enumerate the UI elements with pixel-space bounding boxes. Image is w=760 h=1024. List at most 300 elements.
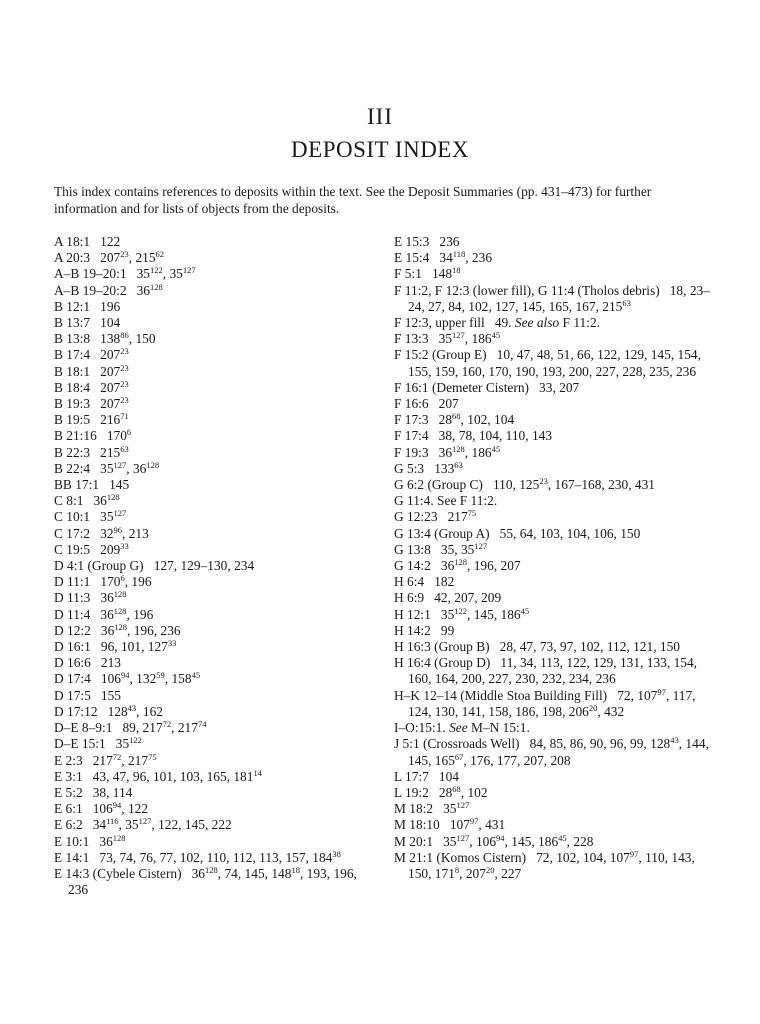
see-also-phrase: See also	[514, 315, 560, 331]
page-number: 232	[541, 671, 563, 687]
page-number: 155	[100, 687, 121, 703]
footnote-number: 45	[491, 330, 501, 341]
page-number: 167–168	[554, 477, 602, 493]
page-reference	[461, 542, 487, 557]
page-reference	[560, 639, 573, 654]
page-number: 28	[499, 639, 514, 655]
footnote-number: 97	[657, 686, 666, 697]
page-reference	[542, 364, 562, 379]
page-reference	[462, 671, 482, 686]
page-number: 235	[649, 363, 670, 379]
page-reference	[685, 736, 705, 751]
page-reference	[140, 850, 153, 865]
page-reference	[538, 834, 567, 849]
page-number: 99	[440, 622, 455, 638]
deposit-label: F 13:3	[394, 331, 429, 347]
index-entry	[54, 445, 374, 461]
page-reference	[435, 866, 459, 881]
page-number: 35	[443, 801, 457, 817]
page-reference	[580, 639, 600, 654]
page-number: 121	[633, 639, 654, 655]
page-number: 170	[106, 428, 127, 444]
page-number: 186	[471, 331, 492, 347]
page-number: 32	[100, 525, 114, 541]
page-number: 47	[519, 639, 534, 655]
footnote-number: 63	[454, 459, 463, 470]
footnote-number: 128	[113, 589, 127, 600]
deposit-label: G 14:2	[394, 558, 431, 574]
page-reference	[108, 704, 137, 719]
page-number: 196	[473, 558, 494, 574]
footnote-number: 33	[120, 540, 129, 551]
page-reference	[128, 801, 148, 816]
page-number: 35	[438, 331, 453, 347]
index-entry: L 19:2 $28^{68}$, 102	[394, 783, 488, 800]
page-reference	[556, 850, 576, 865]
page-number: 104	[582, 849, 604, 865]
index-entry: E 6:1 $106^{94}$, 122	[54, 800, 149, 817]
footnote-number: 97	[469, 816, 479, 827]
page-number: 49	[494, 315, 509, 331]
page-reference	[131, 574, 151, 589]
footnote-number: 68	[452, 783, 461, 794]
page-reference	[101, 688, 121, 703]
index-entry	[394, 266, 710, 282]
deposit-label: M 20:1	[394, 833, 434, 849]
page-reference	[495, 315, 508, 330]
deposit-label: F 5:1	[394, 266, 422, 282]
index-entry: H 16:3 (Group B) 28, 47, 73, 97, 102, 112, 121, 150	[394, 639, 680, 655]
index-entry: D 11:1 $170^6$, 196	[54, 573, 152, 590]
page-number: 165	[206, 768, 227, 784]
page-number: 128	[107, 703, 128, 719]
page-number: 165	[548, 298, 569, 314]
page-number: 143	[531, 428, 553, 444]
page-number: 78	[458, 428, 473, 444]
footnote-number: 94	[120, 670, 130, 681]
page-reference	[495, 299, 515, 314]
page-number: 157	[285, 849, 306, 865]
page-reference	[171, 671, 200, 686]
page-reference	[550, 736, 563, 751]
page-reference	[532, 428, 552, 443]
page-reference	[515, 704, 535, 719]
see-phrase: See	[449, 720, 468, 736]
page-reference	[93, 785, 106, 800]
index-entry	[394, 623, 710, 639]
deposit-label: D–E 8–9:1	[54, 720, 113, 736]
index-entry	[394, 720, 710, 736]
page-number: 102	[556, 849, 577, 865]
index-entry	[54, 315, 374, 331]
page-reference	[454, 590, 474, 605]
page-reference	[93, 753, 122, 768]
page-reference	[154, 558, 174, 573]
page-number: 198	[541, 703, 563, 719]
page-reference	[312, 850, 341, 865]
footnote-number: 18	[291, 864, 300, 875]
page-number: 122	[566, 655, 587, 671]
page-reference	[539, 380, 552, 395]
page-number: 76	[139, 849, 153, 865]
page-number: 124	[408, 703, 429, 719]
index-entry: E 14:1 73, 74, 76, 77, 102, 110, 112, 113, 157, $184^{38}$	[54, 848, 341, 865]
page-reference	[233, 769, 262, 784]
index-entry: E 6:2 $34^{116}$, $35^{127}$, 122, 145, 222	[54, 816, 232, 833]
deposit-label: B 13:8	[54, 331, 91, 347]
index-entry	[394, 769, 710, 785]
page-reference	[428, 299, 441, 314]
page-number: 122	[100, 234, 121, 249]
page-number: 236	[439, 234, 460, 249]
index-entry: M 21:1 (Komos Cistern) 72, 102, 104, $107^{97}$, 110, 143, 150, $171^8$, $207^{20}$, 227	[394, 848, 695, 881]
page-reference	[441, 623, 454, 638]
footnote-number: 75	[148, 751, 157, 762]
deposit-label: D 12:2	[54, 622, 91, 638]
index-entry: E 15:4 $34^{118}$, 236	[394, 249, 493, 266]
page-reference	[637, 688, 666, 703]
deposit-label: D 17:5	[54, 687, 91, 703]
page-reference	[148, 639, 177, 654]
page-number: 64	[519, 525, 534, 541]
page-reference	[550, 753, 570, 768]
page-reference	[408, 753, 428, 768]
index-entry	[54, 688, 374, 704]
index-entry: D 17:12 $128^{43}$, 162	[54, 702, 163, 719]
page-reference	[113, 785, 133, 800]
page-number: 207	[438, 396, 459, 412]
page-number: 36	[100, 590, 114, 606]
page-number: 234	[568, 671, 589, 687]
page-reference	[101, 639, 114, 654]
page-number: 133	[434, 460, 455, 476]
page-number: 207	[100, 250, 121, 266]
page-reference	[522, 299, 542, 314]
page-number: 18	[669, 282, 684, 298]
index-entry: F 17:3 $28^{68}$, 102, 104	[394, 411, 515, 428]
footnote-number: 45	[191, 670, 201, 681]
deposit-label: G 11:4.	[394, 493, 434, 509]
page-number: 431	[485, 817, 506, 833]
index-entry	[54, 299, 374, 315]
page-reference	[207, 850, 227, 865]
page-reference	[610, 850, 639, 865]
page-reference	[101, 671, 130, 686]
deposit-label: E 15:3	[394, 234, 430, 249]
page-reference	[462, 704, 482, 719]
footnote-number: 72	[112, 751, 122, 762]
index-entry: A–B 19–20:1 $35^{122}$, $35^{127}$	[54, 265, 196, 282]
page-reference	[439, 331, 465, 346]
index-entry	[54, 834, 374, 850]
page-reference	[520, 655, 533, 670]
page-reference	[100, 542, 129, 557]
deposit-label: B 13:7	[54, 315, 91, 331]
footnote-number: 68	[452, 411, 461, 422]
page-number: 84	[529, 736, 543, 752]
deposit-label: D–E 15:1	[54, 736, 106, 752]
page-number: 230	[608, 477, 629, 493]
deposit-label: D 11:4	[54, 606, 91, 622]
page-number: 36	[191, 865, 205, 881]
page-number: 72	[536, 849, 550, 865]
page-reference	[435, 364, 455, 379]
footnote-number: 118	[452, 249, 466, 260]
page-reference	[673, 688, 693, 703]
page-number: 213	[100, 655, 121, 671]
index-entry: M 20:1 $35^{127}$, $106^{94}$, 145, $186^{45}$, 228	[394, 832, 594, 849]
page-reference	[557, 347, 570, 362]
page-reference	[488, 364, 508, 379]
page-number: 36	[99, 833, 113, 849]
page-number: 206	[568, 703, 589, 719]
cross-reference: See F 11:2.	[437, 493, 498, 509]
footnote-number: 75	[467, 508, 477, 519]
page-reference	[593, 526, 613, 541]
footnote-number: 128	[149, 281, 163, 292]
page-reference	[128, 753, 157, 768]
page-reference	[93, 817, 119, 832]
page-number: 106	[100, 671, 121, 687]
page-reference	[178, 720, 207, 735]
page-reference	[448, 509, 477, 524]
page-reference	[100, 380, 129, 395]
page-reference	[109, 477, 129, 492]
page-reference	[570, 736, 583, 751]
page-number: 145	[473, 606, 494, 622]
deposit-label: B 12:1	[54, 298, 91, 314]
page-reference	[101, 655, 121, 670]
page-number: 207	[100, 379, 121, 395]
page-reference	[633, 639, 653, 654]
footnote-number: 127	[456, 800, 470, 811]
deposit-label: B 17:4	[54, 347, 91, 363]
footnote-number: 122	[129, 735, 142, 746]
page-number: 107	[609, 849, 630, 865]
page-number: 145	[650, 347, 671, 363]
page-reference	[439, 445, 465, 460]
page-number: 170	[488, 363, 509, 379]
page-number: 28	[438, 412, 453, 428]
page-reference	[530, 736, 543, 751]
page-reference	[285, 850, 305, 865]
page-number: 186	[471, 444, 492, 460]
page-reference	[678, 347, 698, 362]
page-number: 217	[127, 752, 149, 768]
page-number: 122	[597, 347, 618, 363]
page-reference	[472, 331, 501, 346]
page-reference	[100, 607, 126, 622]
page-reference	[674, 655, 694, 670]
page-number: 207	[465, 865, 486, 881]
page-reference	[537, 347, 550, 362]
page-reference	[133, 769, 146, 784]
page-number: 236	[68, 882, 89, 898]
page-number: 207	[100, 396, 121, 412]
page-number: 217	[447, 509, 468, 525]
page-reference	[536, 850, 549, 865]
page-number: 110	[645, 849, 665, 865]
page-reference	[441, 542, 454, 557]
page-reference	[408, 866, 428, 881]
page-reference	[137, 283, 163, 298]
index-entry	[394, 801, 710, 817]
page-number: 190	[515, 363, 536, 379]
page-reference	[439, 250, 465, 265]
page-reference	[474, 558, 494, 573]
page-reference	[133, 461, 159, 476]
page-reference	[497, 347, 510, 362]
deposit-label: B 19:5	[54, 412, 91, 428]
page-number: 43	[92, 768, 107, 784]
page-reference	[555, 477, 602, 492]
page-number: 106	[92, 801, 113, 817]
footnote-number: 128	[106, 492, 120, 503]
page-number: 96	[132, 768, 147, 784]
page-reference	[501, 607, 530, 622]
page-number: 171	[434, 865, 455, 881]
index-entry	[54, 493, 374, 509]
page-reference	[494, 412, 514, 427]
deposit-label: D 16:1	[54, 639, 91, 655]
page-number: 102	[467, 412, 488, 428]
page-reference	[474, 607, 494, 622]
index-entry	[54, 364, 374, 380]
page-number: 11	[500, 655, 514, 671]
page-number: 154	[677, 347, 698, 363]
page-number: 186	[538, 833, 559, 849]
page-reference	[192, 866, 218, 881]
page-number: 127	[153, 558, 174, 574]
page-reference	[583, 850, 603, 865]
index-entry: G 14:2 $36^{128}$, 196, 207	[394, 557, 521, 574]
page-reference	[93, 769, 106, 784]
page-reference	[100, 347, 129, 362]
page-reference	[180, 769, 200, 784]
deposit-label: D 11:3	[54, 590, 91, 606]
page-number: 34	[519, 655, 534, 671]
deposit-label: H 6:9	[394, 590, 425, 606]
index-entry: G 6:2 (Group C) 110, $125^{23}$, 167–168, 230, 431	[394, 476, 655, 493]
index-entry	[54, 380, 374, 396]
page-number: 155	[408, 363, 429, 379]
index-entry: G 13:4 (Group A) 55, 64, 103, 104, 106, 150	[394, 525, 641, 541]
page-reference	[660, 639, 680, 654]
page-reference	[676, 364, 696, 379]
page-number: 200	[461, 671, 482, 687]
page-number: 34	[92, 817, 107, 833]
page-reference	[597, 347, 617, 362]
deposit-label: L 17:7	[394, 768, 429, 784]
page-number: 27	[428, 298, 442, 314]
page-number: 236	[471, 250, 493, 266]
page-number: 222	[211, 817, 232, 833]
page-number: 143	[671, 849, 692, 865]
page-number: 207	[523, 752, 544, 768]
page-reference	[100, 590, 126, 605]
page-reference	[439, 396, 459, 411]
page-number: 72	[617, 687, 631, 703]
footnote-number: 127	[113, 508, 127, 519]
page-reference	[135, 331, 155, 346]
index-entry: E 14:3 (Cybele Cistern) $36^{128}$, 74, 145, $148^{18}$, 193, 196, 236	[54, 864, 357, 898]
page-number: 160	[461, 363, 482, 379]
page-number: 131	[619, 655, 641, 671]
index-entry: B 13:8 $138^{86}$, 150	[54, 330, 156, 347]
page-reference	[100, 315, 120, 330]
page-reference	[590, 736, 603, 751]
page-reference	[180, 558, 227, 573]
page-reference	[439, 234, 459, 249]
page-number: 184	[312, 849, 333, 865]
page-number: 158	[488, 703, 509, 719]
page-reference	[569, 671, 589, 686]
page-number: 35	[136, 266, 150, 282]
page-reference	[450, 817, 479, 832]
page-reference	[500, 639, 513, 654]
page-reference	[121, 639, 141, 654]
deposit-label: H 16:3 (Group B)	[394, 639, 490, 655]
page-reference	[542, 704, 562, 719]
deposit-label: D 16:6	[54, 655, 91, 671]
page-reference	[515, 364, 535, 379]
footnote-number: 45	[491, 443, 501, 454]
page-reference	[620, 526, 640, 541]
page-number: 114	[112, 784, 133, 800]
page-reference	[100, 526, 122, 541]
page-number: 150	[408, 865, 429, 881]
index-entry	[54, 477, 374, 493]
footnote-number: 97	[629, 848, 639, 859]
footnote-number: 63	[622, 297, 631, 308]
page-reference	[671, 850, 691, 865]
deposit-label: I–O:15:1.	[394, 720, 446, 736]
index-entry: D 16:1 96, 101, $127^{33}$	[54, 638, 177, 655]
page-number: 51	[556, 347, 571, 363]
cross-reference: M–N 15:1.	[471, 720, 530, 736]
page-number: 38	[92, 784, 107, 800]
index-entry	[54, 655, 374, 671]
page-number: 97	[559, 639, 574, 655]
page-number: 193	[541, 363, 563, 379]
page-number: 77	[159, 849, 174, 865]
page-reference	[610, 736, 623, 751]
page-reference	[596, 671, 616, 686]
chapter-number: III	[367, 104, 393, 129]
page-number: 200	[568, 363, 589, 379]
page-number: 128	[650, 736, 671, 752]
index-entry: C 17:2 $32^{96}$, 213	[54, 524, 149, 541]
page-reference	[540, 655, 560, 670]
page-reference	[185, 817, 205, 832]
deposit-label: B 18:1	[54, 363, 91, 379]
page-number: 167	[575, 298, 596, 314]
page-reference	[212, 817, 232, 832]
page-reference	[408, 671, 428, 686]
index-entry: H 16:4 (Group D) 11, 34, 113, 122, 129, 131, 133, 154, 160, 164, 200, 227, 230, 232, 234, 236	[394, 655, 698, 687]
page-number: 104	[478, 428, 499, 444]
page-reference	[234, 558, 254, 573]
page-number: 104	[100, 315, 121, 331]
page-reference	[501, 866, 521, 881]
index-entry: F 15:2 (Group E) 10, 47, 48, 51, 66, 122, 129, 145, 154, 155, 159, 160, 170, 190, 193, 200, 227, 228, 235, 236	[394, 347, 701, 379]
page-number: 150	[659, 639, 680, 655]
page-reference	[100, 461, 126, 476]
page-number: 106	[593, 525, 614, 541]
page-number: 132	[136, 671, 157, 687]
page-reference	[467, 785, 487, 800]
cross-reference: F 11:2.	[562, 315, 600, 331]
